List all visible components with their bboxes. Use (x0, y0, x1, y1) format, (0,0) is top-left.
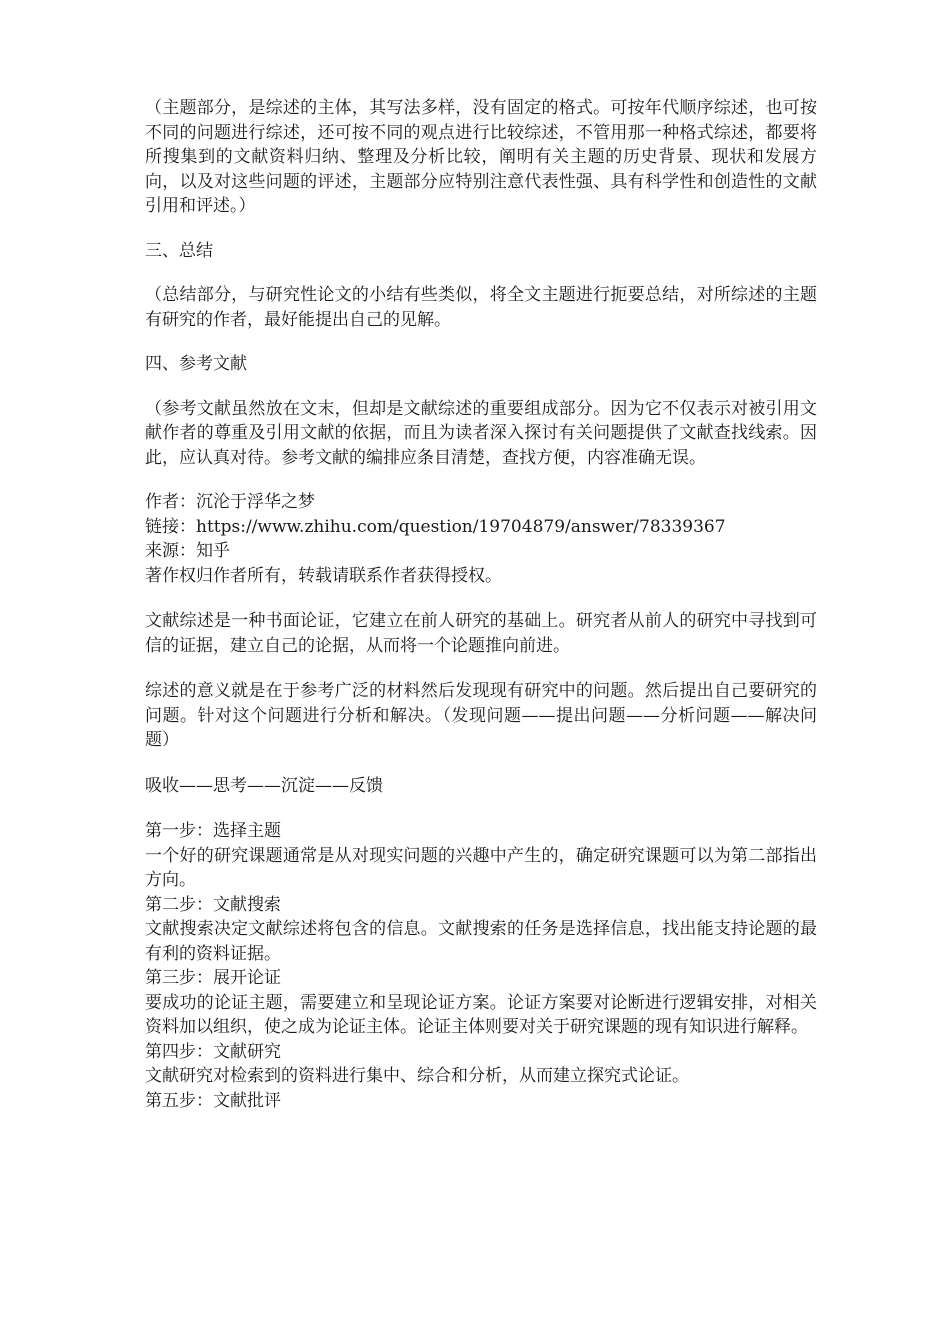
steps-list (145, 819, 817, 1113)
step-title: 第四步：文献研究 (145, 1041, 281, 1062)
references-heading: 四、参考文献 (145, 354, 247, 374)
attribution-block (145, 490, 817, 588)
summary-heading: 三、总结 (145, 240, 213, 261)
step-text: 要成功的论证主题，需要建立和呈现论证方案。论证方案要对论断进行逻辑安排，对相关资料加以组织，使之成为论证主体。论证主体则要对关于研究课题的现有知识进行解释。 (145, 992, 817, 1037)
author-line: 作者：沉沦于浮华之梦 (145, 492, 315, 512)
body-intro-paragraph: （主题部分，是综述的主体，其写法多样，没有固定的格式。可按年代顺序综述，也可按不同的问题进行综述，还可按不同的观点进行比较综述，不管用那一种格式综述，都要将所搜集到的文献资料归纳、整理及分析比较，阐明有关主题的历史背景、现状和发展方向，以及对这些问题的评述，主题部分应特别注意代表性强、具有科学性和创造性的文献引用和评述。） (145, 98, 817, 216)
step-text: 文献搜索决定文献综述将包含的信息。文献搜索的任务是选择信息，找出能支持论题的最有利的资料证据。 (145, 919, 817, 964)
step-title: 第二步：文献搜索 (145, 894, 281, 915)
references-paragraph: （参考文献虽然放在文末，但却是文献综述的重要组成部分。因为它不仅表示对被引用文献作者的尊重及引用文献的依据，而且为读者深入探讨有关问题提供了文献查找线索。因此，应认真对待。参考文献的编排应条目清楚，查找方便，内容准确无误。 (145, 398, 817, 468)
copyright-line: 著作权归作者所有，转载请联系作者获得授权。 (145, 565, 502, 586)
document-page (145, 96, 817, 1113)
source-line: 来源：知乎 (145, 541, 230, 561)
meaning-paragraph: 综述的意义就是在于参考广泛的材料然后发现现有研究中的问题。然后提出自己要研究的问题。针对这个问题进行分析和解决。（发现问题——提出问题——分析问题——解决问题） (145, 681, 817, 750)
step-title: 第三步：展开论证 (145, 968, 281, 988)
step-title: 第一步：选择主题 (145, 821, 281, 841)
step-title: 第五步：文献批评 (145, 1090, 281, 1111)
step-text: 一个好的研究课题通常是从对现实问题的兴趣中产生的，确定研究课题可以为第二部指出方向。 (145, 845, 817, 890)
definition-paragraph: 文献综述是一种书面论证，它建立在前人研究的基础上。研究者从前人的研究中寻找到可信的证据，建立自己的论据，从而将一个论题推向前进。 (145, 611, 817, 656)
step-text: 文献研究对检索到的资料进行集中、综合和分析，从而建立探究式论证。 (145, 1066, 689, 1086)
summary-paragraph: （总结部分，与研究性论文的小结有些类似，将全文主题进行扼要总结，对所综述的主题有研究的作者，最好能提出自己的见解。 (145, 285, 817, 330)
cycle-line: 吸收——思考——沉淀——反馈 (145, 775, 383, 796)
link-line[interactable]: 链接：https://www.zhihu.com/question/19704879/answer/78339367 (145, 516, 726, 537)
